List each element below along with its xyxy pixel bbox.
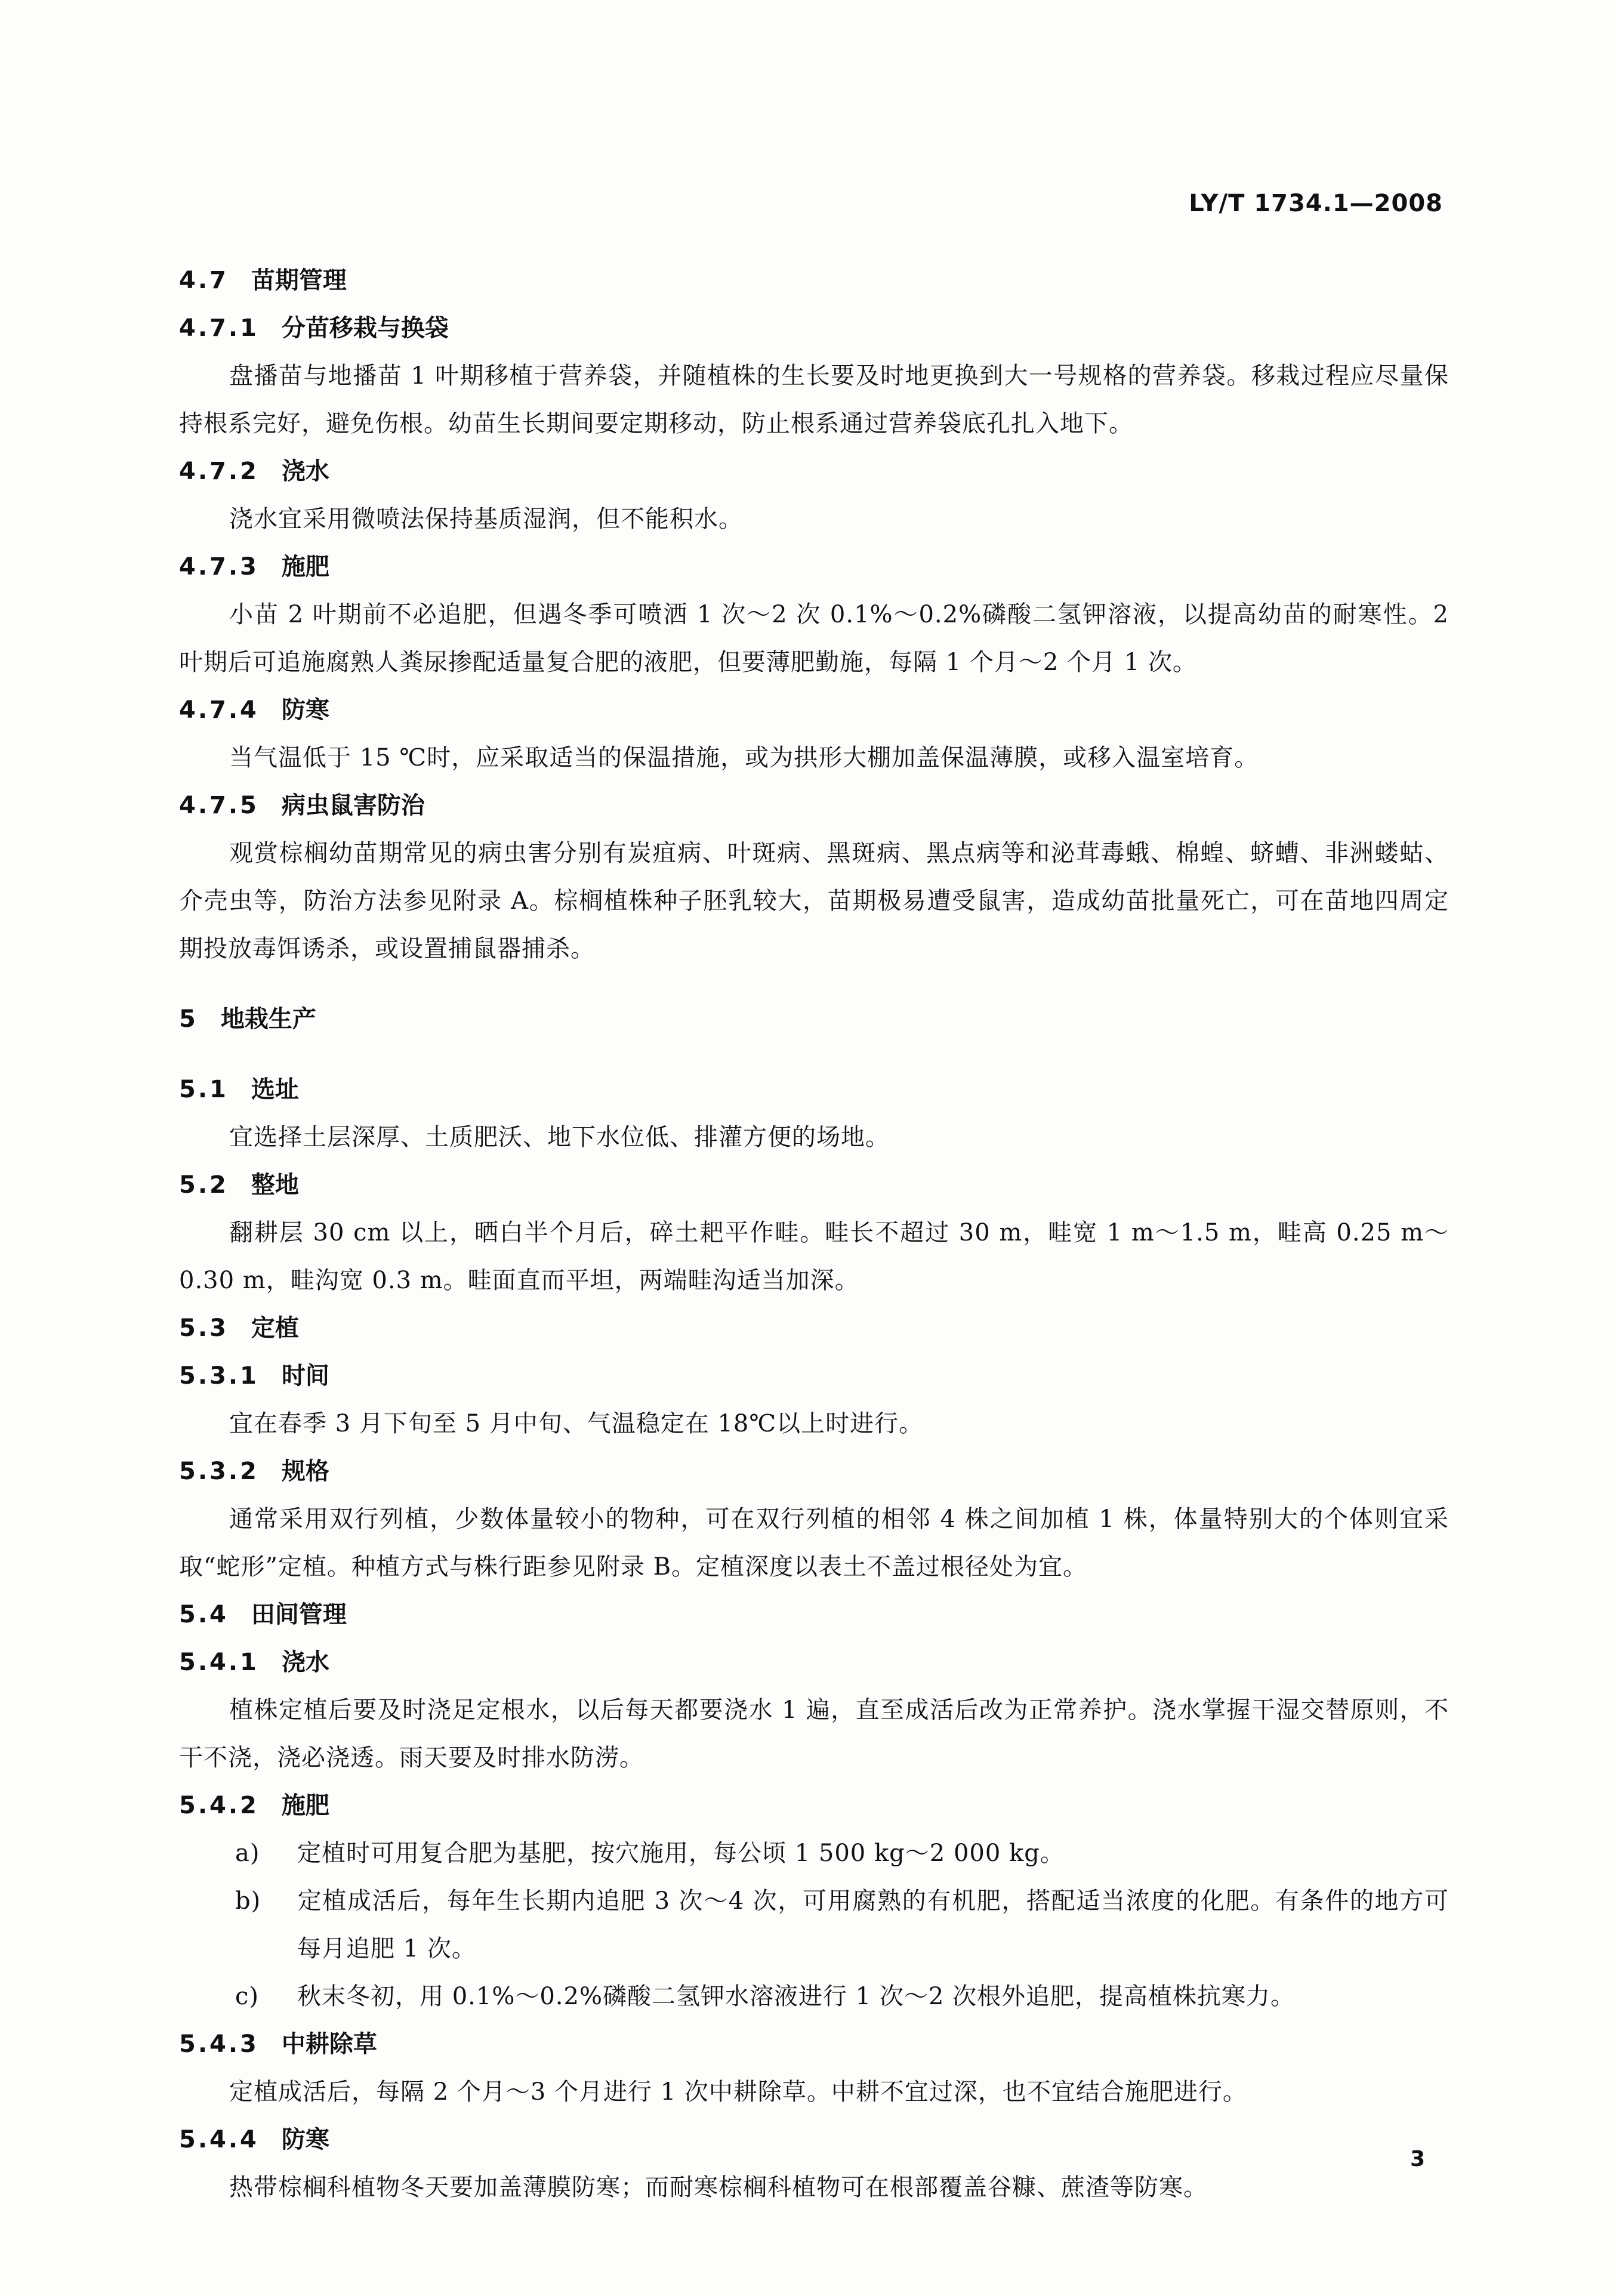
section-title: 规格 bbox=[281, 1458, 329, 1485]
section-number: 5.3 bbox=[179, 1314, 229, 1342]
section-heading bbox=[179, 1448, 1449, 1495]
section-title: 施肥 bbox=[281, 1792, 329, 1819]
paragraph: 盘播苗与地播苗 1 叶期移植于营养袋，并随植株的生长要及时地更换到大一号规格的营养袋。移栽过程应尽量保持根系完好，避免伤根。幼苗生长期间要定期移动，防止根系通过营养袋底孔扎入地下。 bbox=[179, 362, 1449, 437]
list-item-text: 定植时可用复合肥为基肥，按穴施用，每公顷 1 500 kg～2 000 kg。 bbox=[297, 1840, 1065, 1867]
section-title: 田间管理 bbox=[251, 1601, 347, 1628]
section-number: 4.7.2 bbox=[179, 458, 259, 485]
list-item-text: 秋末冬初，用 0.1%～0.2%磷酸二氢钾水溶液进行 1 次～2 次根外追肥，提高植株抗寒力。 bbox=[297, 1983, 1295, 2010]
paragraph: 观赏棕榈幼苗期常见的病虫害分别有炭疽病、叶斑病、黑斑病、黑点病等和泌茸毒蛾、棉蝗、蛴螬、非洲蝼蛄、介壳虫等，防治方法参见附录 A。棕榈植株种子胚乳较大，苗期极易遭受鼠害，造成幼苗批量死亡，可在苗地四周定期投放毒饵诱杀，或设置捕鼠器捕杀。 bbox=[179, 840, 1449, 962]
section-number: 5.4.3 bbox=[179, 2030, 259, 2058]
section-number: 4.7.3 bbox=[179, 553, 259, 581]
paragraph: 当气温低于 15 ℃时，应采取适当的保温措施，或为拱形大棚加盖保温薄膜，或移入温室培育。 bbox=[229, 744, 1259, 771]
list-item-label: a) bbox=[235, 1840, 260, 1867]
section-number: 4.7.4 bbox=[179, 696, 259, 724]
document-body bbox=[179, 257, 1449, 2211]
section-heading bbox=[179, 2116, 1449, 2164]
list-item bbox=[179, 1877, 1449, 1973]
page-number: 3 bbox=[1410, 2147, 1425, 2171]
section-heading bbox=[179, 1591, 1449, 1638]
section-heading bbox=[179, 782, 1449, 829]
section-heading bbox=[179, 1304, 1449, 1352]
section-heading bbox=[179, 448, 1449, 495]
section-number: 5.4.4 bbox=[179, 2126, 259, 2153]
section-heading bbox=[179, 1638, 1449, 1686]
paragraph: 浇水宜采用微喷法保持基质湿润，但不能积水。 bbox=[229, 505, 743, 533]
section-heading bbox=[179, 1066, 1449, 1113]
section-heading bbox=[179, 1161, 1449, 1209]
list-item-text: 定植成活后，每年生长期内追肥 3 次～4 次，可用腐熟的有机肥，搭配适当浓度的化肥。有条件的地方可每月追肥 1 次。 bbox=[297, 1887, 1449, 1962]
paragraph: 小苗 2 叶期前不必追肥，但遇冬季可喷洒 1 次～2 次 0.1%～0.2%磷酸二氢钾溶液，以提高幼苗的耐寒性。2 叶期后可追施腐熟人粪尿掺配适量复合肥的液肥，但要薄肥勤施，每隔 1 个月～2 个月 1 次。 bbox=[179, 601, 1449, 676]
section-heading bbox=[179, 543, 1449, 591]
chapter-heading bbox=[179, 995, 1449, 1043]
section-number: 4.7.1 bbox=[179, 314, 259, 342]
section-title: 整地 bbox=[251, 1171, 299, 1199]
section-heading bbox=[179, 1352, 1449, 1400]
list-item bbox=[179, 1829, 1449, 1877]
paragraph: 宜在春季 3 月下旬至 5 月中旬、气温稳定在 18℃以上时进行。 bbox=[229, 1410, 924, 1437]
section-number: 5.4.1 bbox=[179, 1649, 259, 1676]
section-number: 5.3.2 bbox=[179, 1458, 259, 1485]
paragraph: 植株定植后要及时浇足定根水，以后每天都要浇水 1 遍，直至成活后改为正常养护。浇水掌握干湿交替原则，不干不浇，浇必浇透。雨天要及时排水防涝。 bbox=[179, 1696, 1449, 1772]
list-item bbox=[179, 1973, 1449, 2020]
section-title: 定植 bbox=[251, 1314, 299, 1342]
section-title: 选址 bbox=[251, 1076, 299, 1103]
section-title: 时间 bbox=[281, 1362, 329, 1390]
chapter-number: 5 bbox=[179, 1005, 198, 1033]
section-title: 病虫鼠害防治 bbox=[281, 792, 425, 819]
section-title: 分苗移栽与换袋 bbox=[281, 314, 449, 342]
section-number: 5.1 bbox=[179, 1076, 229, 1103]
section-heading bbox=[179, 304, 1449, 352]
section-heading bbox=[179, 2020, 1449, 2068]
section-number: 5.4.2 bbox=[179, 1792, 259, 1819]
section-title: 苗期管理 bbox=[251, 267, 347, 294]
section-number: 4.7 bbox=[179, 267, 229, 294]
section-title: 防寒 bbox=[281, 696, 329, 724]
section-title: 施肥 bbox=[281, 553, 329, 581]
paragraph: 宜选择土层深厚、土质肥沃、地下水位低、排灌方便的场地。 bbox=[229, 1124, 890, 1151]
paragraph: 翻耕层 30 cm 以上，晒白半个月后，碎土耙平作畦。畦长不超过 30 m，畦宽 1 m～1.5 m，畦高 0.25 m～0.30 m，畦沟宽 0.3 m。畦面直而平坦，两端畦沟适当加深。 bbox=[179, 1219, 1449, 1294]
section-heading bbox=[179, 257, 1449, 304]
chapter-title: 地栽生产 bbox=[220, 1005, 316, 1033]
section-title: 中耕除草 bbox=[281, 2030, 377, 2058]
paragraph: 通常采用双行列植，少数体量较小的物种，可在双行列植的相邻 4 株之间加植 1 株，体量特别大的个体则宜采取“蛇形”定植。种植方式与株行距参见附录 B。定植深度以表土不盖过根径处为宜。 bbox=[179, 1505, 1449, 1581]
list-item-label: b) bbox=[235, 1887, 261, 1915]
section-number: 4.7.5 bbox=[179, 792, 259, 819]
standard-code: LY/T 1734.1—2008 bbox=[1189, 190, 1443, 217]
section-title: 浇水 bbox=[281, 458, 329, 485]
section-number: 5.4 bbox=[179, 1601, 229, 1628]
section-number: 5.2 bbox=[179, 1171, 229, 1199]
section-number: 5.3.1 bbox=[179, 1362, 259, 1390]
paragraph: 定植成活后，每隔 2 个月～3 个月进行 1 次中耕除草。中耕不宜过深，也不宜结合施肥进行。 bbox=[229, 2078, 1247, 2106]
paragraph: 热带棕榈科植物冬天要加盖薄膜防寒；而耐寒棕榈科植物可在根部覆盖谷糠、蔗渣等防寒。 bbox=[229, 2174, 1208, 2201]
section-title: 浇水 bbox=[281, 1649, 329, 1676]
section-title: 防寒 bbox=[281, 2126, 329, 2153]
list-item-label: c) bbox=[235, 1983, 260, 2010]
section-heading bbox=[179, 686, 1449, 734]
section-heading bbox=[179, 1782, 1449, 1829]
